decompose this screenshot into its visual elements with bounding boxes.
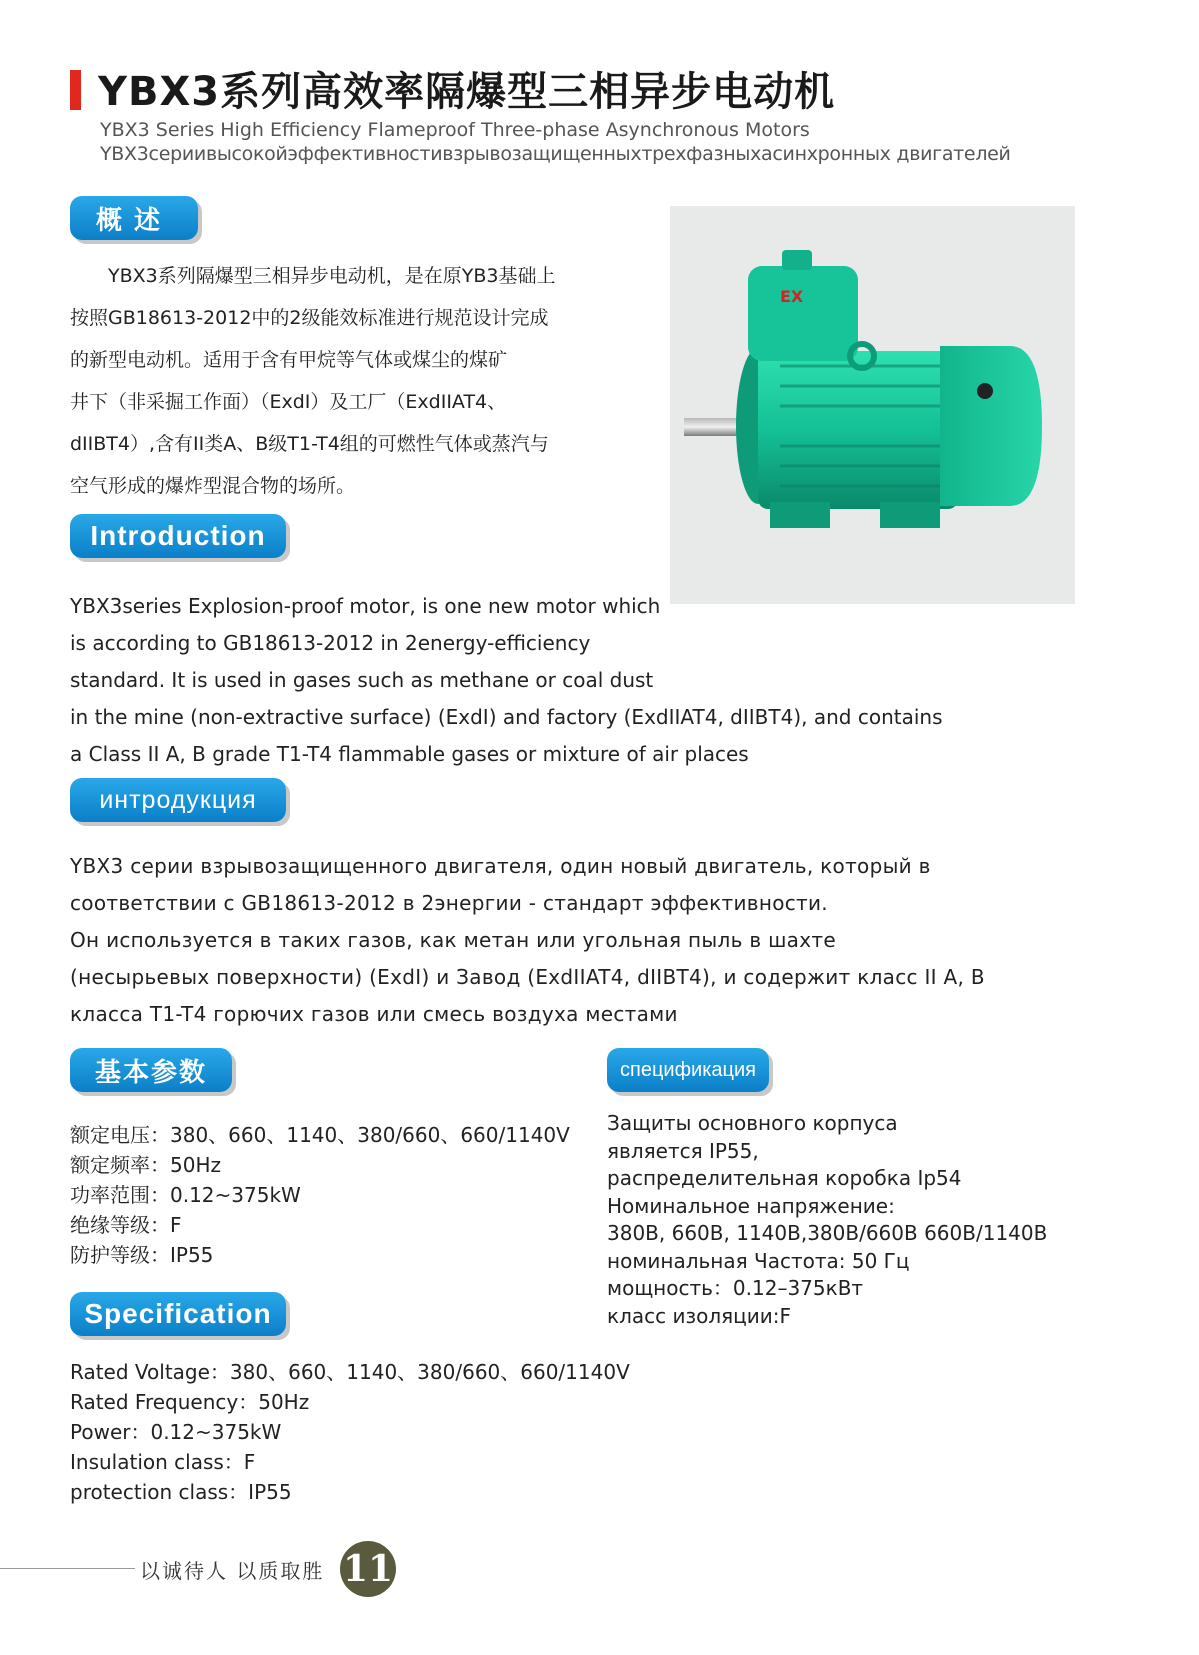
cable-gland	[782, 250, 812, 270]
spec-ru-list	[607, 1110, 1047, 1330]
footer-slogan: 以诚待人 以质取胜	[140, 1559, 325, 1583]
introduction-line: a Class II A, B grade T1-T4 flammable gases or mixture of air places	[70, 742, 749, 766]
spec-line: Rated Frequency：50Hz	[70, 1390, 310, 1414]
section-label-introduction-ru: интродукция	[70, 778, 286, 822]
ex-mark: EX	[780, 287, 804, 306]
introduction-paragraph	[70, 588, 943, 773]
spec-line: Power：0.12~375kW	[70, 1420, 282, 1444]
page-subtitle-ru: YBX3сериивысокойэффективностивзрывозащищенныхтрехфазныхасинхронных двигателей	[100, 143, 1011, 165]
section-label-basic-params: 基本参数	[70, 1048, 232, 1092]
spec-ru-line: Защиты основного корпуса	[607, 1111, 898, 1135]
overview-paragraph	[70, 255, 640, 507]
introduction-ru-line: Он используется в таких газов, как метан или угольная пыль в шахте	[70, 928, 836, 952]
basic-params-list	[70, 1120, 570, 1270]
spec-ru-line: класс изоляции:F	[607, 1303, 792, 1328]
introduction-line: YBX3series Explosion-proof motor, is one new motor which	[70, 594, 661, 618]
section-label-introduction: Introduction	[70, 514, 286, 558]
introduction-ru-line: класса T1-T4 горючих газов или смесь воздуха местами	[70, 1002, 678, 1026]
motor-foot-rear	[880, 502, 940, 528]
motor-foot-front	[770, 502, 830, 528]
footer-rule	[0, 1568, 135, 1569]
title-accent-bar	[70, 70, 81, 110]
introduction-ru-paragraph	[70, 848, 985, 1033]
section-label-overview: 概述	[70, 196, 198, 240]
introduction-ru-line: (несырьевых поверхности) (ExdI) и Завод (ExdIIAT4, dIIBT4), и содержит класс II A, B	[70, 965, 985, 989]
spec-ru-line: мощность：0.12–375кВт	[607, 1276, 864, 1300]
motor-fan-cover	[940, 346, 1042, 506]
motor-illustration	[670, 206, 1075, 604]
spec-ru-line: распределительная коробка Ip54	[607, 1166, 962, 1190]
param-line: 绝缘等级：F	[70, 1213, 182, 1237]
specification-list	[70, 1357, 630, 1507]
overview-line: dIIBT4）,含有II类A、B级T1-T4组的可燃性气体或蒸汽与	[70, 433, 549, 455]
overview-line: YBX3系列隔爆型三相异步电动机，是在原YB3基础上	[70, 265, 556, 287]
motor-photo	[670, 206, 1075, 604]
page-number: 11	[340, 1541, 396, 1597]
motor-bolt	[977, 383, 993, 399]
overview-line: 井下（非采掘工作面）（ExdI）及工厂（ExdIIAT4、	[70, 391, 507, 413]
introduction-line: standard. It is used in gases such as methane or coal dust	[70, 668, 654, 692]
section-label-spec-ru: спецификация	[607, 1048, 769, 1092]
page-subtitle-en: YBX3 Series High Efficiency Flameproof Three-phase Asynchronous Motors	[100, 119, 810, 141]
spec-ru-line: Номинальное напряжение:	[607, 1193, 895, 1218]
spec-ru-line: номинальная Частота: 50 Гц	[607, 1248, 910, 1273]
spec-line: protection class：IP55	[70, 1480, 292, 1504]
spec-line: Rated Voltage：380、660、1140、380/660、660/1140V	[70, 1360, 630, 1384]
introduction-ru-line: соответствии с GB18613-2012 в 2энергии - стандарт эффективности.	[70, 891, 828, 915]
introduction-line: is according to GB18613-2012 in 2energy-efficiency	[70, 631, 591, 655]
overview-line: 的新型电动机。适用于含有甲烷等气体或煤尘的煤矿	[70, 349, 508, 371]
spec-line: Insulation class：F	[70, 1450, 256, 1474]
page-title: YBX3系列高效率隔爆型三相异步电动机	[98, 69, 836, 115]
param-line: 额定频率：50Hz	[70, 1153, 221, 1177]
introduction-ru-line: YBX3 серии взрывозащищенного двигателя, один новый двигатель, который в	[70, 854, 931, 878]
param-line: 功率范围：0.12~375kW	[70, 1183, 301, 1207]
section-label-specification: Specification	[70, 1292, 286, 1336]
terminal-box	[748, 266, 858, 361]
param-line: 防护等级：IP55	[70, 1243, 214, 1267]
param-line: 额定电压：380、660、1140、380/660、660/1140V	[70, 1123, 570, 1147]
spec-ru-line: 380В, 660В, 1140В,380В/660В 660В/1140В	[607, 1221, 1048, 1245]
overview-line: 按照GB18613-2012中的2级能效标准进行规范设计完成	[70, 307, 549, 329]
spec-ru-line: является IP55,	[607, 1138, 759, 1163]
overview-line: 空气形成的爆炸型混合物的场所。	[70, 475, 356, 497]
introduction-line: in the mine (non-extractive surface) (ExdI) and factory (ExdIIAT4, dIIBT4), and contains	[70, 705, 943, 729]
